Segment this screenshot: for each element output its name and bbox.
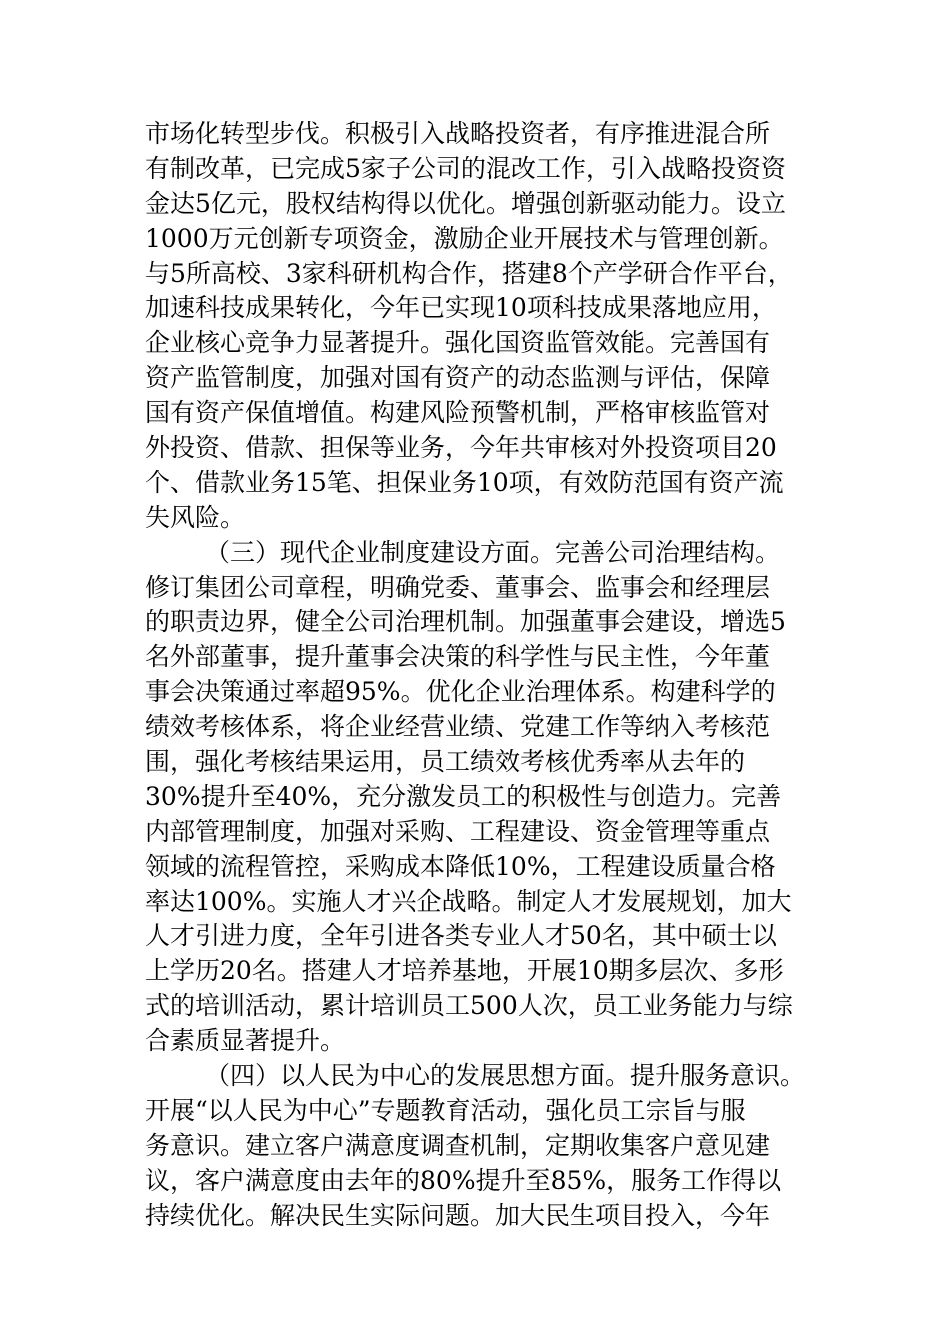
text-line: 绩效考核体系，将企业经营业绩、党建工作等纳入考核范 [145,712,771,742]
text-line: 失风险。 [145,502,246,532]
text-line: 围，强化考核结果运用，员工绩效考核优秀率从去年的 [145,747,746,777]
text-line: 务意识。建立客户满意度调查机制，定期收集客户意见建 [145,1130,771,1160]
text-line: 个、借款业务15笔、担保业务10项，有效防范国有资产流 [145,467,784,497]
paragraph [145,536,825,1059]
text-line: 的职责边界，健全公司治理机制。加强董事会建设，增选5 [145,607,786,637]
text-line: 领域的流程管控，采购成本降低10%，工程建设质量合格 [145,851,776,881]
text-line: 开展“以人民为中心”专题教育活动，强化员工宗旨与服 [145,1095,746,1125]
text-line: 30%提升至40%，充分激发员工的积极性与创造力。完善 [145,781,782,811]
text-line: 内部管理制度，加强对采购、工程建设、资金管理等重点 [145,816,771,846]
text-line: 金达5亿元，股权结构得以优化。增强创新驱动能力。设立 [145,188,786,218]
text-line: 有制改革，已完成5家子公司的混改工作，引入战略投资资 [145,153,786,183]
paragraph [145,1059,825,1233]
text-line: 议，客户满意度由去年的80%提升至85%，服务工作得以 [145,1165,782,1195]
text-line: 名外部董事，提升董事会决策的科学性与民主性，今年董 [145,642,771,672]
document-body [145,117,825,1234]
text-line: 人才引进力度，全年引进各类专业人才50名，其中硕士以 [145,921,777,951]
text-line: 企业核心竞争力显著提升。强化国资监管效能。完善国有 [145,328,771,358]
text-line: （三）现代企业制度建设方面。完善公司治理结构。 [205,537,781,567]
text-line: 上学历20名。搭建人才培养基地，开展10期多层次、多形 [145,956,784,986]
text-line: 合素质显著提升。 [145,1026,346,1056]
text-line: 资产监管制度，加强对国有资产的动态监测与评估，保障 [145,363,771,393]
text-line: 国有资产保值增值。构建风险预警机制，严格审核监管对 [145,398,771,428]
text-line: （四）以人民为中心的发展思想方面。提升服务意识。 [205,1061,806,1091]
text-line: 修订集团公司章程，明确党委、董事会、监事会和经理层 [145,572,771,602]
text-line: 市场化转型步伐。积极引入战略投资者，有序推进混合所 [145,119,771,148]
text-line: 加速科技成果转化，今年已实现10项科技成果落地应用， [145,293,777,323]
text-line: 事会决策通过率超95%。优化企业治理体系。构建科学的 [145,677,776,707]
text-line: 1000万元创新专项资金，激励企业开展技术与管理创新。 [145,223,784,253]
paragraph [145,117,825,536]
text-line: 外投资、借款、担保等业务，今年共审核对外投资项目20 [145,433,777,463]
text-line: 持续优化。解决民生实际问题。加大民生项目投入，今年 [145,1200,771,1230]
text-line: 率达100%。实施人才兴企战略。制定人才发展规划，加大 [145,886,792,916]
text-line: 与5所高校、3家科研机构合作，搭建8个产学研合作平台， [145,258,793,288]
text-line: 式的培训活动，累计培训员工500人次，员工业务能力与综 [145,991,793,1021]
